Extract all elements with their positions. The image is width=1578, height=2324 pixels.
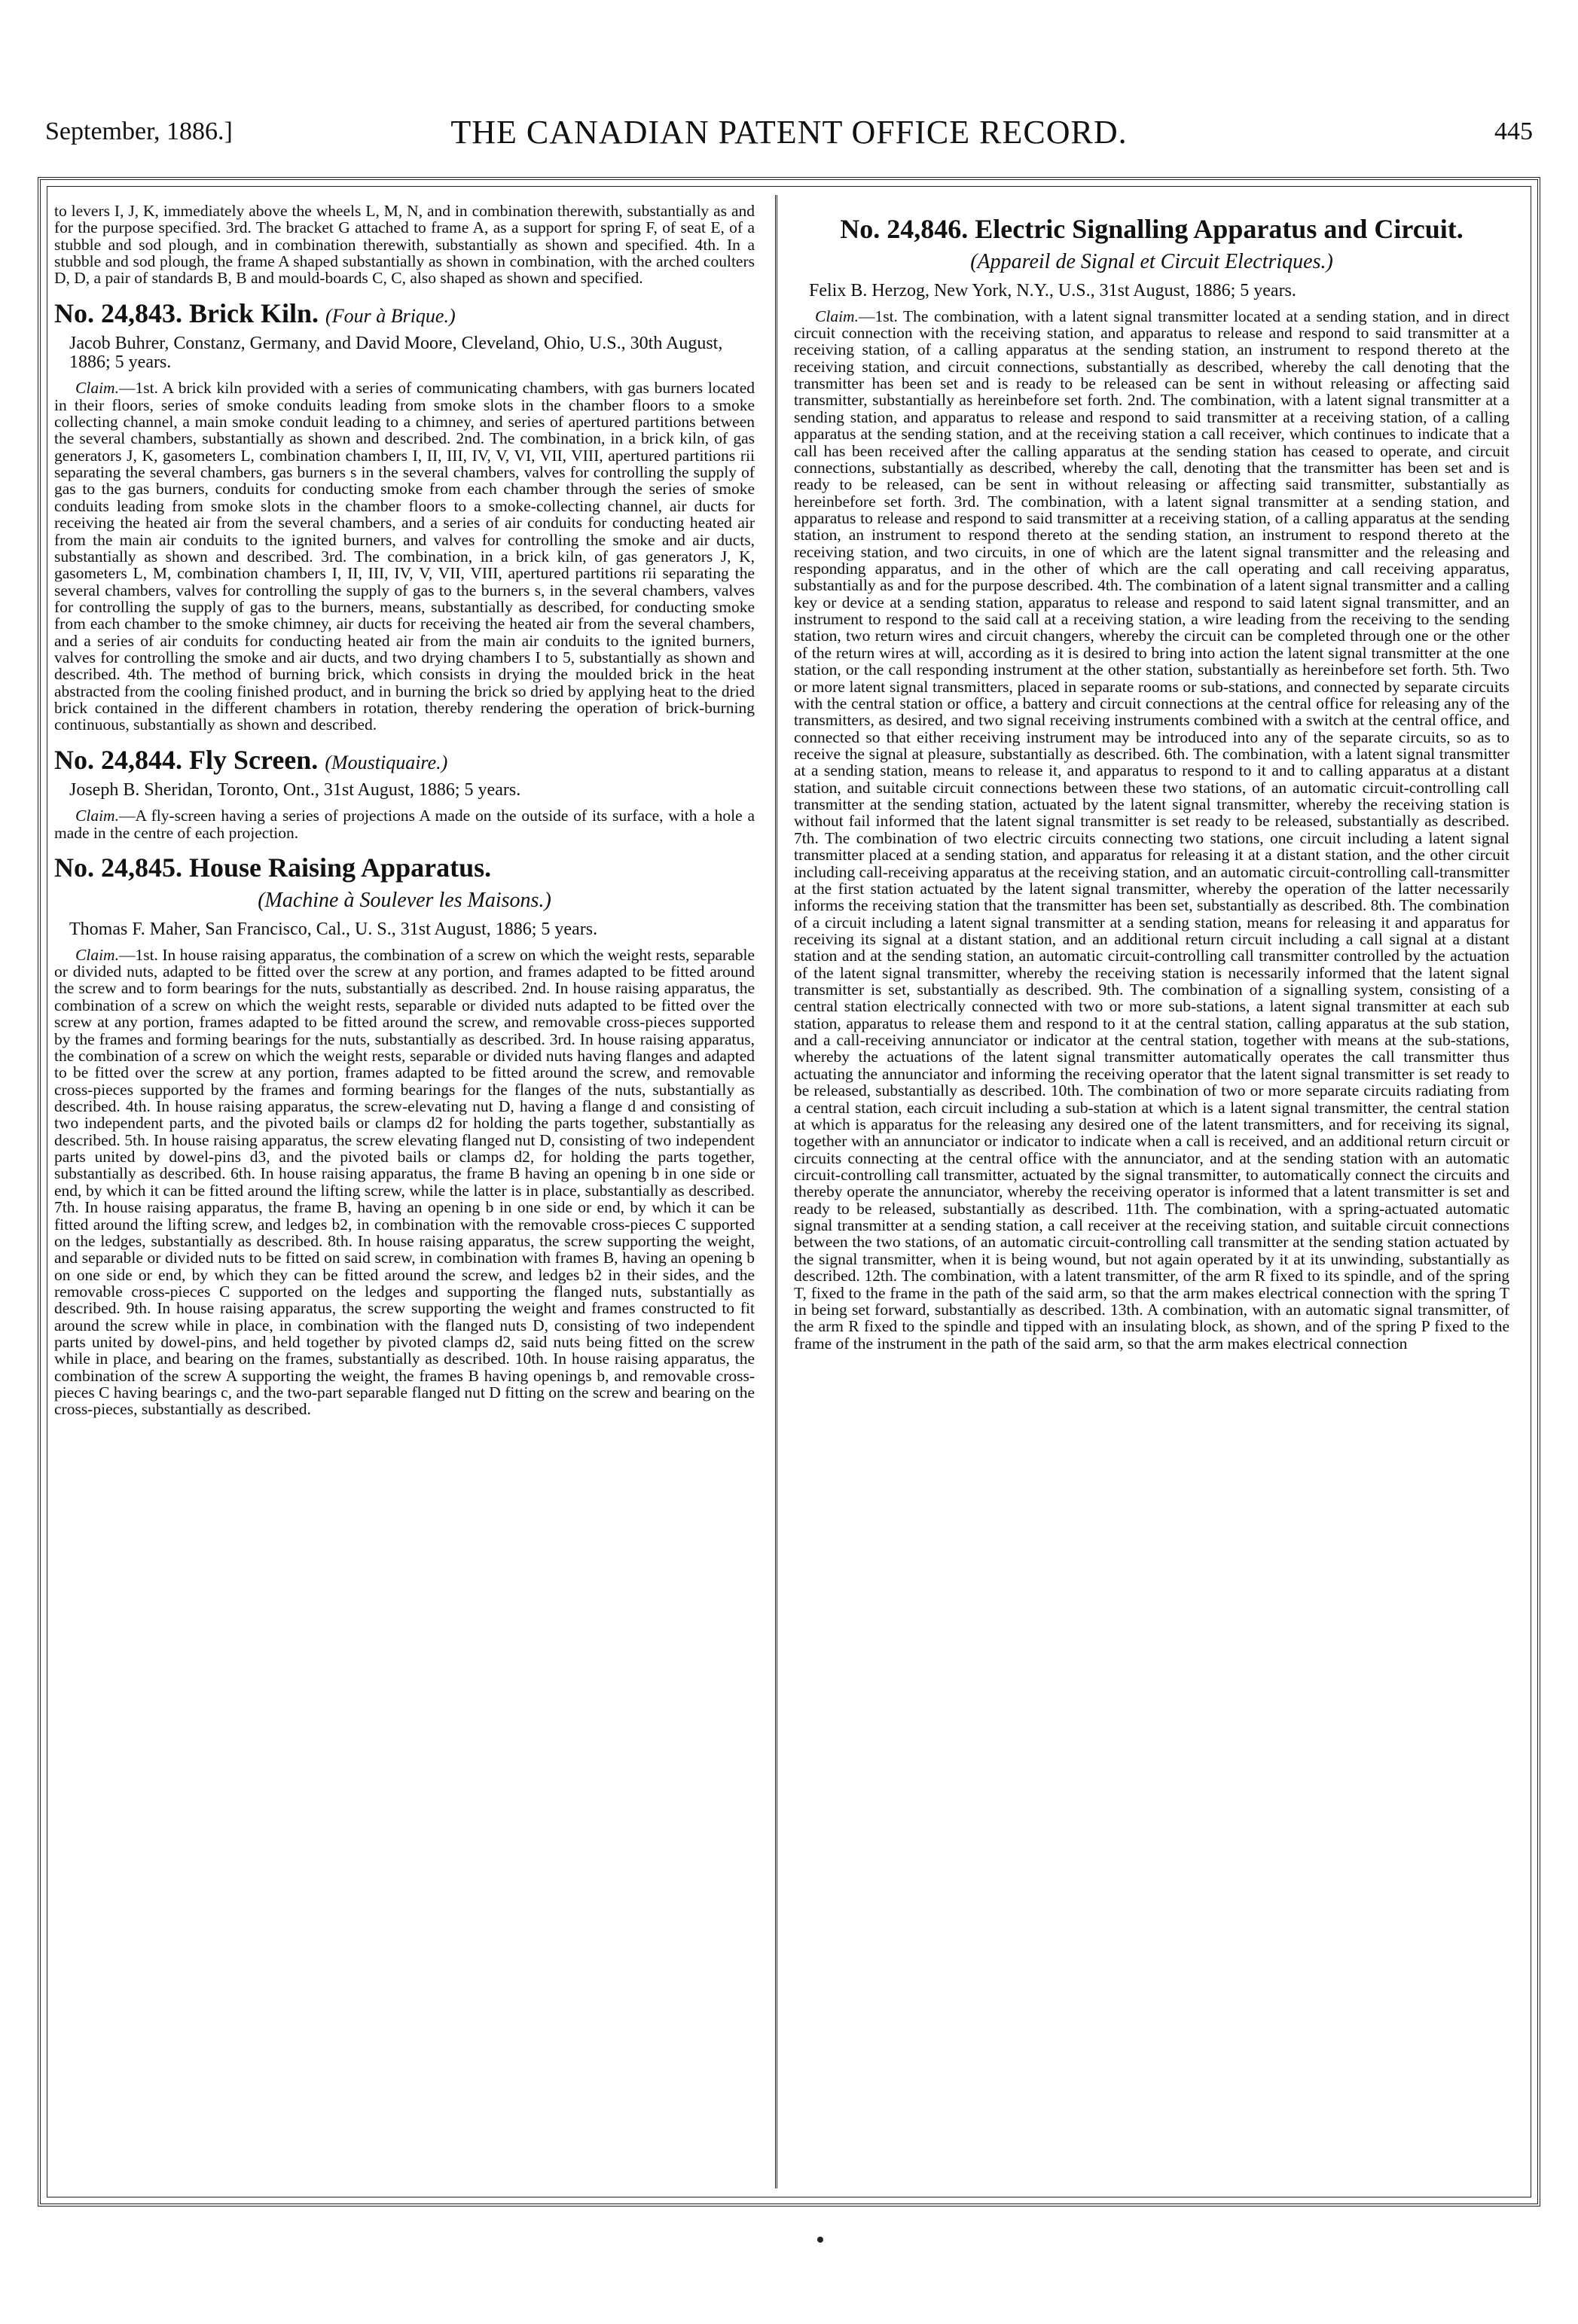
claim-text: —1st. A brick kiln provided with a series of communicating chambers, with gas burners located in their floors, series of smoke conduits leading from smoke slots in the chamber floors to a smoke collecting channel, a main smoke conduit leading to a chimney, and series of apertured partitions between the several chambers, substantially as shown and described. 2nd. The combination, in a brick kiln, of gas generators J, K, gasometers L, combination chambers I, II, III, IV, V, VI, VII, VIII, apertured partitions rii separating the several chambers, gas burners s in the several chambers, valves for controlling the supply of gas to the gas burners, conduits for conducting smoke from each chamber through the series of smoke conduits leading from smoke slots in the chamber floors to a smoke-collecting channel, air ducts for receiving the heated air from the several chambers, and a series of air conduits for conducting heated air from the main air conduits to the ignited burners, and valves for controlling the smoke and air ducts, substantially as shown and described. 3rd. The combination, in a brick kiln, of gas generators J, K, gasometers L, M, combination chambers I, II, III, IV, V, VII, VIII, apertured partitions rii separating the several chambers, valves for controlling the supply of gas to the burners s, in the several chambers, valves for controlling the supply of gas to the burners, means, substantially as described, for conducting smoke from each chamber to the smoke chimney, air ducts for receiving the heated air from the several chambers, and a series of air conduits for conducting heated air from the main air conduits to the ignited burners, valves for controlling the smoke and air ducts, and two drying chambers I to 5, substantially as shown and described. 4th. The method of burning brick, which consists in drying the moulded brick in the heat abstracted from the cooling finished product, and in burning the brick so dried by applying heat to the dried brick contained in the different chambers in rotation, thereby rendering the operation of brick-burning continuous, substantially as shown and described.	[54, 379, 755, 734]
entry-heading	[54, 746, 755, 776]
header-title: THE CANADIAN PATENT OFFICE RECORD.	[450, 114, 1128, 151]
entry-heading	[794, 215, 1509, 245]
entry-heading	[54, 853, 755, 883]
bottom-dot-mark	[817, 2237, 823, 2243]
column-divider	[775, 195, 777, 2188]
entry-inventor: Joseph B. Sheridan, Toronto, Ont., 31st August, 1886; 5 years.	[69, 780, 521, 801]
entry-claim	[794, 308, 1509, 1352]
entry-inventor: Felix B. Herzog, New York, N.Y., U.S., 31st August, 1886; 5 years.	[809, 280, 1296, 300]
patent-entry-24845	[54, 853, 755, 1418]
page-header	[45, 113, 1533, 158]
entry-number: No. 24,844.	[54, 744, 182, 775]
left-column	[54, 203, 755, 2188]
entry-title: Electric Signalling Apparatus and Circuit.	[975, 214, 1464, 244]
entry-number: No. 24,845.	[54, 852, 182, 883]
entry-inventor: Thomas F. Maher, San Francisco, Cal., U. S., 31st August, 1886; 5 years.	[69, 919, 598, 939]
header-page-number: 445	[1494, 117, 1533, 145]
entry-french-title: (Moustiquaire.)	[325, 751, 448, 773]
entry-title: House Raising Apparatus.	[189, 852, 492, 883]
entry-heading	[54, 299, 755, 329]
patent-entry-24846	[794, 215, 1509, 1352]
claim-text: —1st. In house raising apparatus, the combination of a screw on which the weight rests, separable or divided nuts, adapted to be fitted over the screw at any portion, and frames adapted to be fitted around the screw and to form bearings for the nuts, substantially as described. 2nd. In house raising apparatus, the combination of a screw on which the weight rests, separable or divided nuts adapted to be fitted over the screw at any portion, frames adapted to be fitted around the screw, and removable cross-pieces supported by the frames and forming bearings for the nuts, substantially as described. 3rd. In house raising apparatus, the combination of a screw on which the weight rests, separable or divided nuts having flanges and adapted to be fitted over the screw at any portion, frames adapted to be fitted around the screw, and removable cross-pieces supported by the frames and forming bearings for the flanges of the nuts, substantially as described. 4th. In house raising apparatus, the screw-elevating nut D, having a flange d and consisting of two independent parts, and the pivoted bails or clamps d2 for holding the parts together, substantially as described. 5th. In house raising apparatus, the screw elevating flanged nut D, consisting of two independent parts united by dowel-pins d3, and the pivoted bails or clamps d2, for holding the parts together, substantially as described. 6th. In house raising apparatus, the frame B having an opening b in one side or end, by which it can be fitted around the lifting screw, while the latter is in place, substantially as described. 7th. In house raising apparatus, the frame B, having an opening b in one side or end, by which it can be fitted around the lifting screw, and ledges b2, in combination with the removable cross-pieces C supported on the ledges, substantially as described. 8th. In house raising apparatus, the screw supporting the weight, and separable or divided nuts to be fitted on said screw, in combination with frames B, having an opening b on one side or end, by which they can be fitted around the screw, and ledges b2 in their sides, and the removable cross-pieces C supported on the ledges and supporting the flanged nuts, substantially as described. 9th. In house raising apparatus, the screw supporting the weight and frames constructed to fit around the screw while in place, in combination with the flanged nuts D, consisting of two independent parts united by dowel-pins, and held together by pivoted clamps d2, said nuts being fitted on the screw while in place, and bearing on the frames, substantially as described. 10th. In house raising apparatus, the combination of the screw A supporting the weight, the frames B having openings b, and removable cross-pieces C having bearings c, and the two-part separable flanged nut D fitting on the screw and bearing on the cross-pieces, substantially as described.	[54, 945, 755, 1419]
patent-entry-24844	[54, 746, 755, 841]
claim-text: —1st. The combination, with a latent signal transmitter located at a sending station, and in direct circuit connection with the receiving station, and apparatus to release and respond to said transmitter at a receiving station, of a calling apparatus at the sending station, an instrument to respond thereto at the receiving station, and circuit connections, substantially as described, whereby the call denoting that the transmitter has been set and is ready to be released can be sent in without releasing or affecting said transmitter, substantially as hereinbefore set forth. 2nd. The combination, with a latent signal transmitter at a sending station, and apparatus to release and respond to said transmitter at a receiving station, of a calling apparatus at the sending station, and at the receiving station a call receiver, which continues to indicate that a call has been received after the calling apparatus at the sending station has ceased to operate, and circuit connections, substantially as described, whereby the call, denoting that the transmitter has been set and is ready to be released, can be sent in without releasing or affecting said transmitter, substantially as hereinbefore set forth. 3rd. The combination, with a latent signal transmitter at a sending station, and apparatus to release and respond to said transmitter at a receiving station, of a calling apparatus at the sending station, an instrument to respond thereto at the sending station, an instrument to respond thereto at the receiving station, and two circuits, in one of which are the latent signal transmitter and the releasing and responding apparatus, and in the other of which are the call operating and call receiving apparatus, substantially as and for the purpose described. 4th. The combination of a latent signal transmitter and a calling key or device at a sending station, apparatus to release and respond to said latent signal transmitter, and an instrument to respond to the said call at a receiving station, a wire leading from the receiving to the sending station, two return wires and circuit changers, whereby the circuit can be completed through one or the other of the return wires at will, according as it is desired to bring into action the latent signal transmitter at the one station, or the call responding instrument at the other station, substantially as hereinbefore set forth. 5th. Two or more latent signal transmitters, placed in separate rooms or sub-stations, and connected by separate circuits with the central station or office, a battery and circuit connections at the central office for releasing any of the transmitters, as desired, and two signal receiving instruments combined with a switch at the central office, and connected so that either receiving instrument may be introduced into any of the separate circuits, so as to receive the signal at pleasure, substantially as described. 6th. The combination, with a latent signal transmitter at a sending station, means to release it, and apparatus to respond to it and to calling apparatus at a distant station, and suitable circuit connections between these two stations, of an automatic circuit-controlling call transmitter at the sending station, actuated by the latent signal transmitter, whereby the receiving station is without fail informed that the latent signal transmitter is set ready to be released, substantially as described. 7th. The combination of two electric circuits connecting two stations, one circuit including a latent signal transmitter placed at a sending station, and apparatus for releasing it at a distant station, and the other circuit including call-receiving apparatus at the receiving station, and an automatic circuit-controlling call-transmitter at the first station actuated by the latent signal transmitter, whereby the operation of the latter necessarily informs the receiving station that the transmitter has been set, substantially as described. 8th. The combination of a circuit including a latent signal transmitter at a sending station, means for releasing it and apparatus for receiving its signal at a distant station, and an additional return circuit including a call signal at a distant station and at the sending station, an automatic circuit-controlling call transmitter controlled by the actuation of the latent signal transmitter, whereby the receiving station is necessarily informed that the latent signal transmitter is set, substantially as described. 9th. The combination of a signalling system, consisting of a central station electrically connected with two or more sub-stations, a latent signal transmitter at each sub station, apparatus to release them and respond to it at the central station, calling apparatus at the sub station, and a call-receiving annunciator or indicator at the central station, together with means at the sub-stations, whereby the actuations of the latent signal transmitter automatically operates the call transmitter thus actuating the annunciator and informing the receiving operator that the latent signal transmitter is set ready to be released, substantially as described. 10th. The combination of two or more separate circuits radiating from a central station, each circuit including a sub-station at which is a latent signal transmitter, the central station at which is apparatus for the releasing any desired one of the latent transmitters, and for receiving its signal, together with an annunciator or indicator to indicate when a call is received, and an additional return circuit or circuits connecting at the central office with the annunciator, and at the sending station with an automatic circuit-controlling call transmitter, actuated by the signal transmitter, to automatically connect the circuits and thereby operate the annunciator, whereby the receiving operator is informed that a latent transmitter is set and ready to be released, substantially as described. 11th. The combination, with a spring-actuated automatic signal transmitter at a sending station, a call receiver at the receiving station, and suitable circuit connections between the two stations, of an automatic circuit-controlling call transmitter at the sending station actuated by the signal transmitter, when it is being wound, but not again operated by it at its unwinding, substantially as described. 12th. The combination, with a latent transmitter, of the arm R fixed to its spindle, and of the spring T, fixed to the frame in the path of the said arm, so that the arm makes electrical connection with the spring T in being set forward, substantially as described. 13th. A combination, with an automatic signal transmitter, of the arm R fixed to the spindle and tipped with an insulating block, as shown, and of the spring P fixed to the frame of the instrument in the path of the said arm, so that the arm makes electrical connection	[794, 307, 1509, 1353]
entry-claim	[54, 380, 755, 733]
entry-french-title: (Four à Brique.)	[325, 304, 456, 327]
patent-entry-24843	[54, 299, 755, 733]
claim-label: Claim.	[75, 379, 119, 398]
entry-number: No. 24,846.	[840, 214, 969, 244]
entry-inventor: Jacob Buhrer, Constanz, Germany, and David Moore, Cleveland, Ohio, U.S., 30th August, 1886; 5 years.	[69, 334, 723, 373]
claim-label: Claim.	[815, 307, 859, 325]
entry-title: Fly Screen.	[189, 744, 319, 775]
entry-french-title: (Machine à Soulever les Maisons.)	[258, 888, 551, 912]
claim-label: Claim.	[75, 807, 119, 825]
entry-claim	[54, 947, 755, 1418]
entry-number: No. 24,843.	[54, 297, 182, 328]
claim-label: Claim.	[75, 945, 119, 964]
header-date: September, 1886.]	[45, 117, 233, 145]
claim-text: —A fly-screen having a series of projections A made on the outside of its surface, with a hole a made in the centre of each projection.	[54, 807, 755, 842]
page-frame	[38, 177, 1540, 2207]
entry-french-title: (Appareil de Signal et Circuit Electriques.)	[970, 249, 1333, 273]
right-column	[794, 203, 1509, 2188]
entry-claim	[54, 807, 755, 841]
entry-title: Brick Kiln.	[189, 297, 319, 328]
intro-text: to levers I, J, K, immediately above the wheels L, M, N, and in combination therewith, substantially as and for the purpose specified. 3rd. The bracket G attached to frame A, as a support for spring F, of seat E, of a stubble and sod plough, and in combination therewith, substantially as shown and specified. 4th. In a stubble and sod plough, the frame A shaped substantially as shown in combination, with the arched coulters D, D, a pair of standards B, B and mould-boards C, C, also shaped as shown and specified.	[54, 203, 755, 288]
